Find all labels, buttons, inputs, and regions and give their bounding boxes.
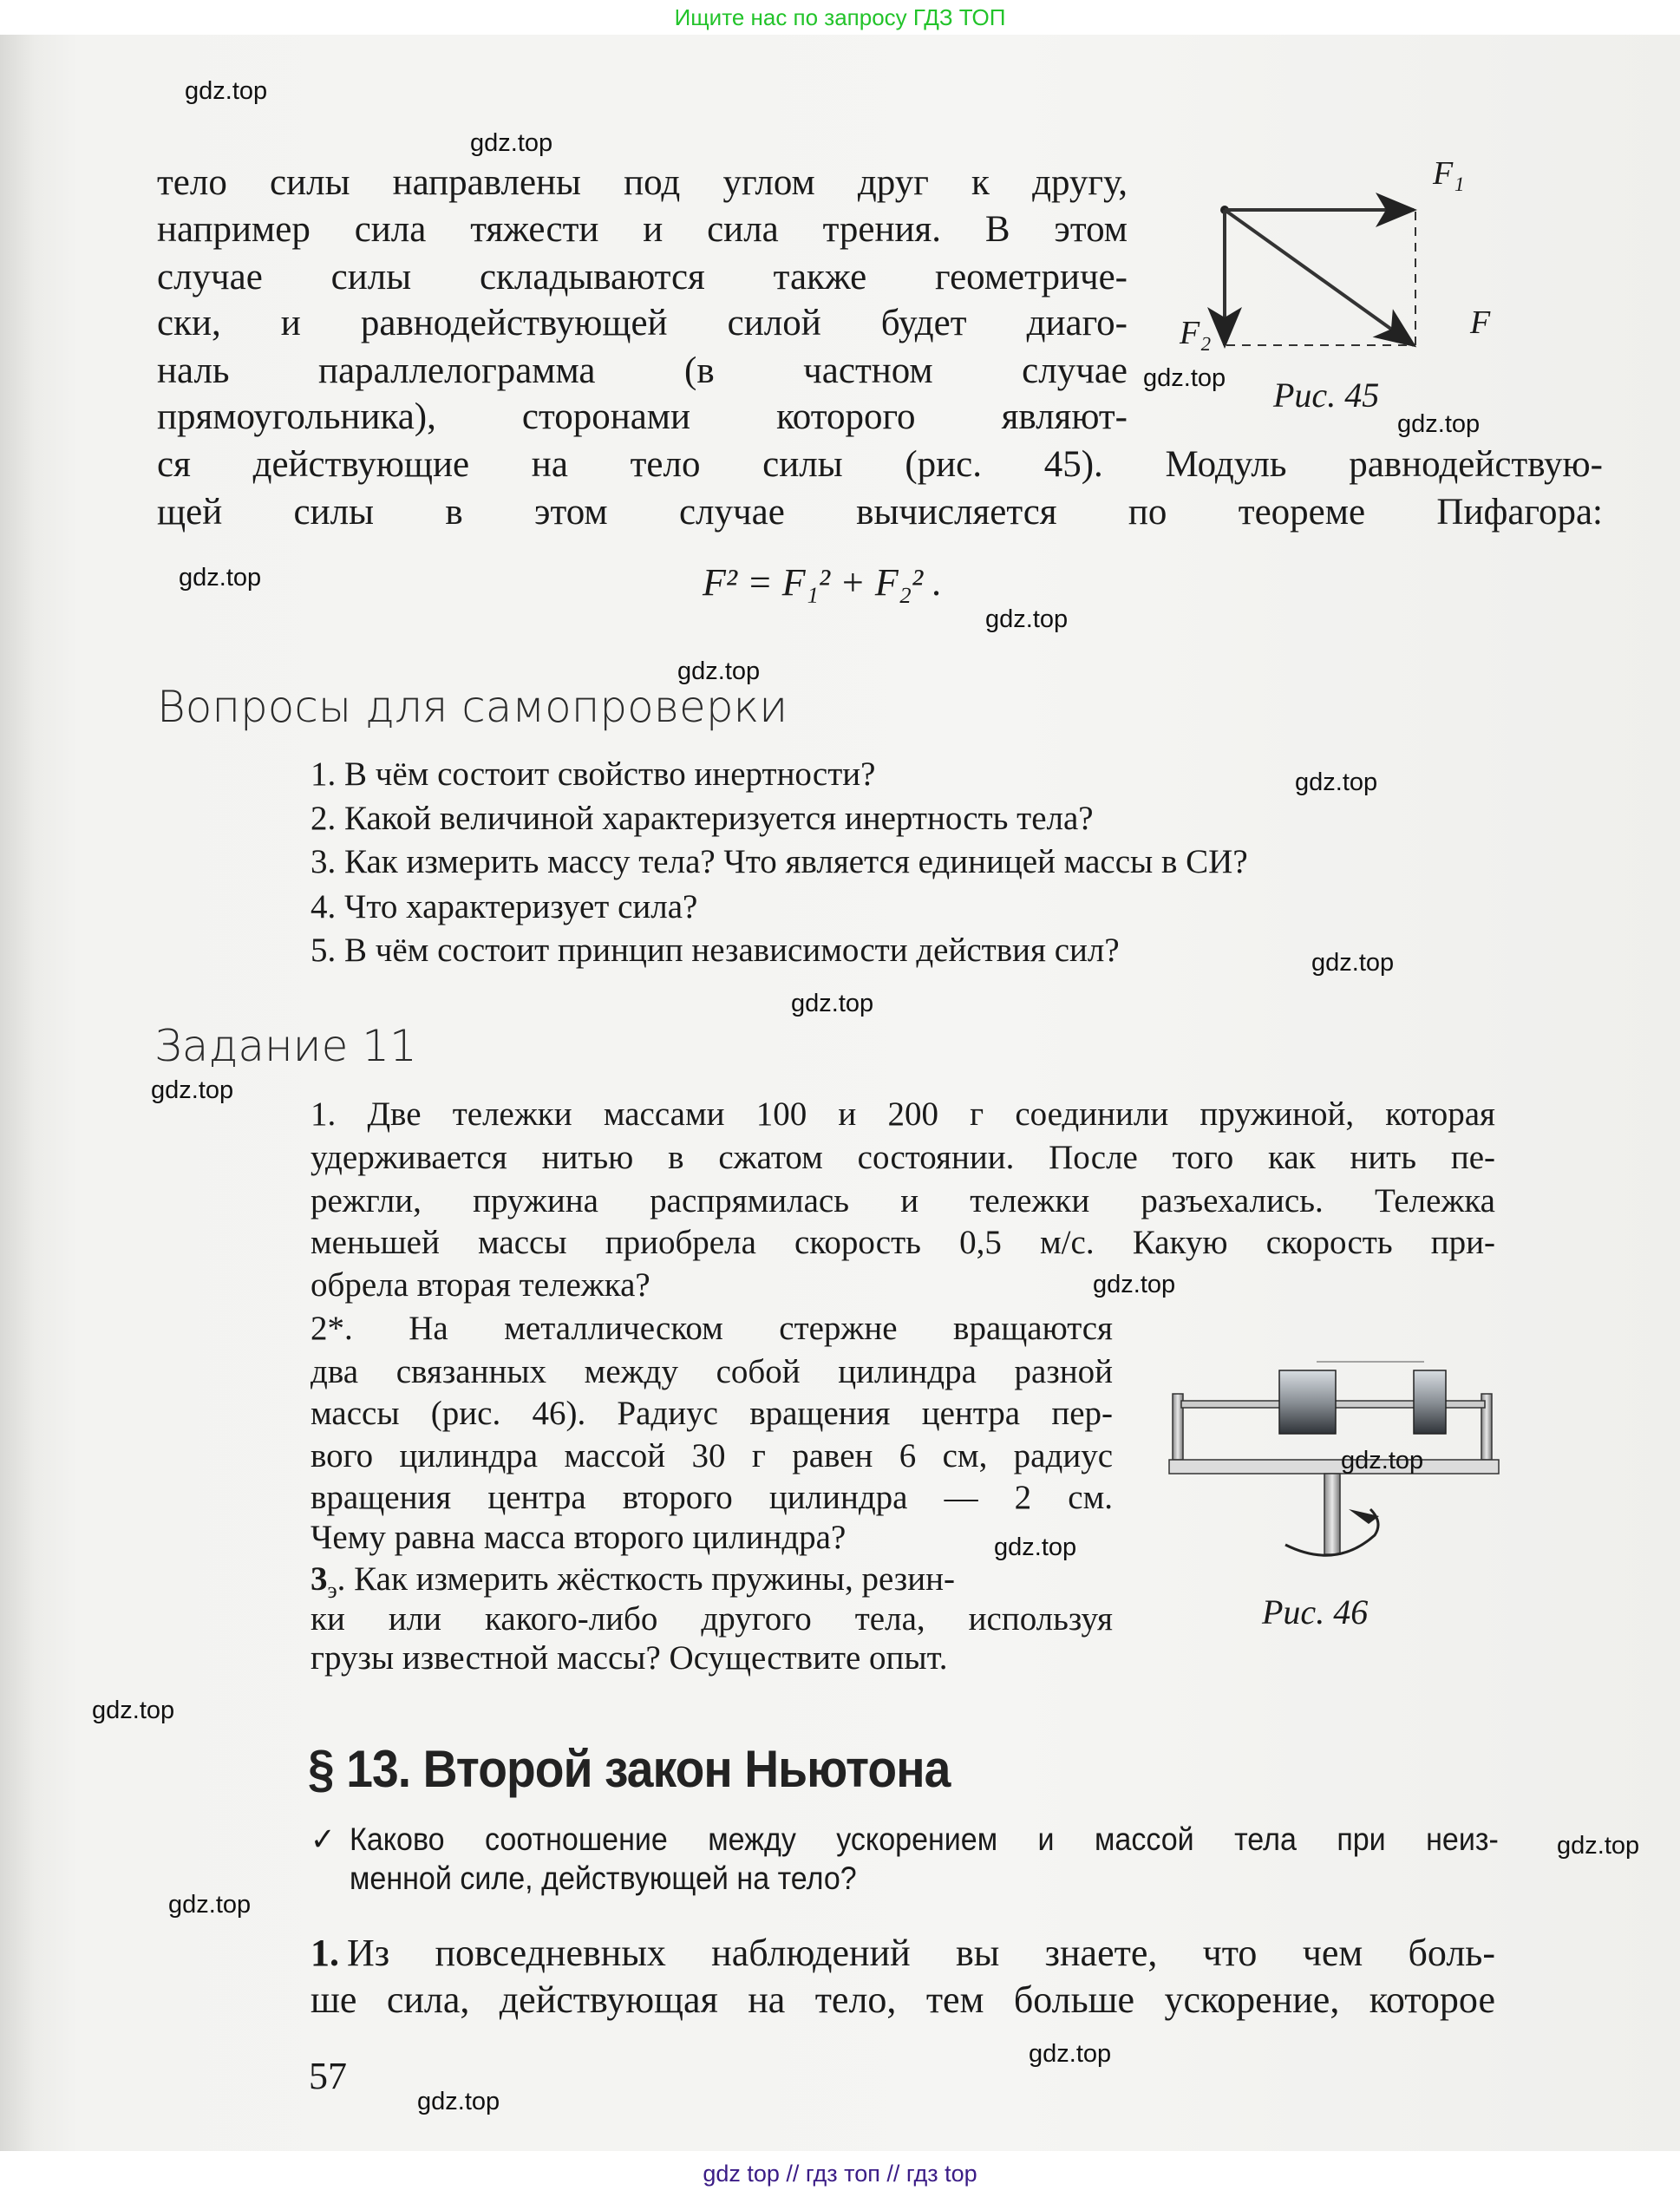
task-line: меньшей массы приобрела скорость 0,5 м/с. Какую скорость при- — [311, 1224, 1495, 1261]
task-line: вого цилиндра массой 30 г равен 6 см, радиус — [311, 1437, 1113, 1474]
task-line: Чему равна масса второго цилиндра? — [311, 1519, 847, 1556]
task-line: 1. Две тележки массами 100 и 200 г соединили пружиной, которая — [311, 1095, 1495, 1133]
figure-46-caption: Рис. 46 — [1262, 1592, 1369, 1631]
text-line: ся действующие на тело силы (рис. 45). Модуль равнодействую- — [157, 444, 1603, 485]
task-line: массы (рис. 46). Радиус вращения центра пер- — [311, 1395, 1113, 1432]
questions-heading: Вопросы для самопроверки — [157, 682, 788, 732]
task-line: удерживается нитью в сжатом состоянии. После того как нить пе- — [311, 1139, 1495, 1176]
footer-banner: gdz top // гдз топ // гдз top — [0, 2151, 1680, 2197]
text-line: случае силы складываются также геометриче- — [157, 257, 1128, 298]
check-mark-icon: ✓ — [311, 1821, 336, 1857]
task-line: вращения центра второго цилиндра — 2 см. — [311, 1479, 1113, 1516]
text-line: Из повседневных наблюдений вы знаете, что чем боль- — [347, 1932, 1495, 1974]
watermark: gdz.top — [1557, 1832, 1640, 1860]
watermark: gdz.top — [179, 564, 262, 592]
watermark: gdz.top — [185, 77, 268, 105]
section-title: § 13. Второй закон Ньютона — [308, 1740, 951, 1798]
question-item: 2. Какой величиной характеризуется инертность тела? — [311, 800, 1094, 837]
question-item: 1. В чём состоит свойство инертности? — [311, 755, 876, 793]
figure-46-rotating-cylinders — [1162, 1331, 1492, 1557]
text-line: ше сила, действующая на тело, тем больше ускорение, которое — [311, 1978, 1495, 2021]
task-subscript: э — [327, 1577, 337, 1603]
watermark: gdz.top — [1029, 2040, 1112, 2068]
watermark: gdz.top — [1295, 768, 1378, 796]
task-line: режгли, пружина распрямилась и тележки разъехались. Тележка — [311, 1182, 1495, 1219]
watermark: gdz.top — [417, 2088, 500, 2115]
watermark: gdz.top — [92, 1697, 175, 1724]
watermark: gdz.top — [168, 1891, 252, 1919]
text-line: наль параллелограмма (в частном случае — [157, 350, 1128, 391]
text-line: ски, и равнодействующей силой будет диаго- — [157, 303, 1128, 343]
watermark: gdz.top — [677, 657, 761, 685]
watermark: gdz.top — [791, 990, 874, 1017]
task-heading: Задание 11 — [154, 1021, 417, 1071]
watermark: gdz.top — [1093, 1271, 1176, 1298]
watermark: gdz.top — [985, 605, 1069, 633]
text-line: например сила тяжести и сила трения. В этом — [157, 209, 1128, 250]
vector-f — [1225, 210, 1414, 345]
task-number: 3 — [311, 1560, 328, 1598]
label-f2: F₂ — [1180, 315, 1212, 351]
figure-45-caption: Рис. 45 — [1273, 376, 1380, 415]
check-question-line: менной силе, действующей на тело? — [350, 1860, 857, 1896]
watermark: gdz.top — [1341, 1447, 1424, 1474]
question-item: 5. В чём состоит принцип независимости действия сил? — [311, 932, 1120, 969]
watermark: gdz.top — [470, 129, 553, 157]
page-number: 57 — [309, 2055, 347, 2097]
watermark: gdz.top — [1143, 364, 1226, 392]
task-text: . Как измерить жёсткость пружины, резин- — [337, 1560, 955, 1598]
figure-45-force-diagram — [1197, 199, 1440, 356]
paragraph-number: 1. — [311, 1932, 339, 1974]
task-line: обрела вторая тележка? — [311, 1266, 650, 1304]
watermark: gdz.top — [151, 1076, 234, 1104]
watermark: gdz.top — [1311, 949, 1395, 977]
watermark: gdz.top — [994, 1533, 1077, 1561]
text-line: щей силы в этом случае вычисляется по теореме Пифагора: — [157, 492, 1603, 533]
label-f: F — [1470, 304, 1491, 341]
pythagoras-formula: F² = F₁² + F₂² . — [703, 561, 943, 604]
label-f1: F₁ — [1433, 155, 1465, 192]
text-line: прямоугольника), сторонами которого являют- — [157, 396, 1128, 437]
check-question-line: Каково соотношение между ускорением и массой тела при неиз- — [350, 1821, 1499, 1857]
watermark: gdz.top — [1397, 410, 1481, 438]
text-line: тело силы направлены под углом друг к другу, — [157, 162, 1128, 203]
task-line: ки или какого-либо другого тела, используя — [311, 1600, 1113, 1638]
task-line: грузы известной массы? Осуществите опыт. — [311, 1639, 948, 1677]
question-item: 3. Как измерить массу тела? Что является единицей массы в СИ? — [311, 843, 1248, 880]
question-item: 4. Что характеризует сила? — [311, 888, 698, 925]
task-line: два связанных между собой цилиндра разной — [311, 1353, 1113, 1390]
task-line: 2*. На металлическом стержне вращаются — [311, 1310, 1113, 1347]
search-banner: Ищите нас по запросу ГДЗ ТОП — [674, 4, 1006, 30]
